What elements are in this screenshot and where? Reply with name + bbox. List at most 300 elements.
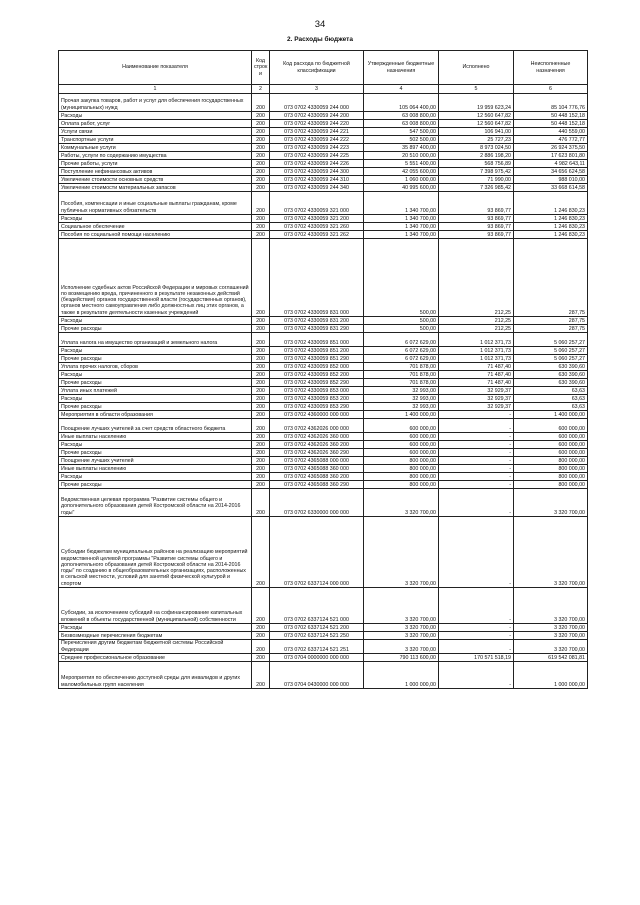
row-executed-cell: 25 727,23 — [439, 136, 514, 144]
row-line-code-cell: 200 — [252, 411, 270, 419]
column-number: 5 — [439, 85, 514, 94]
row-unexecuted-cell: 800 000,00 — [514, 481, 588, 489]
row-name-cell: Субсидии бюджетам муниципальных районов на реализацию мероприятий ведомственной целевой программы "Развитие системы общего и дополнительного образования детей Костромской области на 2014-2016 годы" по созданию в общеобразовательных организациях, расположенных в сельской местности, условий для занятий физической культурой и спортом — [59, 517, 252, 588]
row-unexecuted-cell: 287,75 — [514, 325, 588, 333]
table-row — [59, 441, 588, 449]
row-name-cell: Уплата налога на имущество организаций и земельного налога — [59, 333, 252, 347]
row-executed-cell: 93 869,77 — [439, 215, 514, 223]
row-executed-cell: - — [439, 411, 514, 419]
row-line-code-cell: 200 — [252, 481, 270, 489]
row-unexecuted-cell: 1 246 830,23 — [514, 223, 588, 231]
row-unexecuted-cell: 5 060 257,27 — [514, 355, 588, 363]
row-budget-code-cell: 073 0702 4330059 244 222 — [270, 136, 364, 144]
row-budget-code-cell: 073 0702 4330059 244 300 — [270, 168, 364, 176]
row-line-code-cell: 200 — [252, 215, 270, 223]
row-approved-cell: 5 551 400,00 — [364, 160, 439, 168]
row-approved-cell: 3 320 700,00 — [364, 624, 439, 632]
row-unexecuted-cell: 600 000,00 — [514, 433, 588, 441]
table-row — [59, 449, 588, 457]
row-line-code-cell: 200 — [252, 152, 270, 160]
row-name-cell: Иные выплаты населению — [59, 433, 252, 441]
row-budget-code-cell: 073 0702 4330059 244 200 — [270, 112, 364, 120]
row-budget-code-cell: 073 0702 4330059 851 200 — [270, 347, 364, 355]
row-budget-code-cell: 073 0702 4330059 853 200 — [270, 395, 364, 403]
row-name-cell: Уплата прочих налогов, сборов — [59, 363, 252, 371]
row-unexecuted-cell: 800 000,00 — [514, 457, 588, 465]
row-name-cell: Исполнение судебных актов Российской Федерации и мировых соглашений по возмещению вреда, причиненного в результате незаконных действий (бездействия) органов государственной власти (государственных органов), органов местного самоуправления либо должностных лиц этих органов, а также в результате деятельности казенных учреждений — [59, 239, 252, 317]
row-budget-code-cell: 073 0704 0000000 000 000 — [270, 654, 364, 662]
row-executed-cell: 568 756,89 — [439, 160, 514, 168]
row-approved-cell: 1 000 000,00 — [364, 662, 439, 689]
row-budget-code-cell: 073 0702 4365088 360 290 — [270, 481, 364, 489]
table-row — [59, 588, 588, 624]
table-row — [59, 347, 588, 355]
table-row — [59, 231, 588, 239]
row-approved-cell: 3 320 700,00 — [364, 632, 439, 640]
column-header-name: Наименование показателя — [59, 51, 252, 85]
table-row — [59, 333, 588, 347]
row-name-cell: Перечисления другим бюджетам бюджетной системы Российской Федерации — [59, 640, 252, 654]
row-name-cell: Прочие расходы — [59, 325, 252, 333]
row-budget-code-cell: 073 0702 4330059 831 290 — [270, 325, 364, 333]
row-budget-code-cell: 073 0702 6330000 000 000 — [270, 489, 364, 517]
row-executed-cell: 7 326 985,42 — [439, 184, 514, 192]
row-approved-cell: 6 072 629,00 — [364, 355, 439, 363]
row-executed-cell: 1 012 371,73 — [439, 333, 514, 347]
column-number: 4 — [364, 85, 439, 94]
row-budget-code-cell: 073 0702 4362026 360 000 — [270, 433, 364, 441]
row-unexecuted-cell: 3 320 700,00 — [514, 517, 588, 588]
row-name-cell: Ведомственная целевая программа "Развитие системы общего и дополнительного образования детей Костромской области на 2014-2016 годы" — [59, 489, 252, 517]
row-approved-cell: 701 878,00 — [364, 379, 439, 387]
row-executed-cell: 71 487,40 — [439, 363, 514, 371]
row-budget-code-cell: 073 0702 4360000 000 000 — [270, 411, 364, 419]
row-name-cell: Прочие расходы — [59, 355, 252, 363]
row-executed-cell: - — [439, 481, 514, 489]
row-line-code-cell: 200 — [252, 239, 270, 317]
row-line-code-cell: 200 — [252, 654, 270, 662]
row-line-code-cell: 200 — [252, 144, 270, 152]
table-row — [59, 355, 588, 363]
row-line-code-cell: 200 — [252, 403, 270, 411]
row-line-code-cell: 200 — [252, 347, 270, 355]
row-approved-cell: 547 500,00 — [364, 128, 439, 136]
row-unexecuted-cell: 63,63 — [514, 403, 588, 411]
row-name-cell: Пособия, компенсации и иные социальные выплаты гражданам, кроме публичных нормативных обязательств — [59, 192, 252, 215]
row-name-cell: Увеличение стоимости материальных запасов — [59, 184, 252, 192]
row-approved-cell: 42 055 600,00 — [364, 168, 439, 176]
row-line-code-cell: 200 — [252, 419, 270, 433]
row-line-code-cell: 200 — [252, 449, 270, 457]
row-name-cell: Поощрение лучших учителей за счет средств областного бюджета — [59, 419, 252, 433]
row-executed-cell: - — [439, 457, 514, 465]
section-title: 2. Расходы бюджета — [287, 36, 353, 43]
row-unexecuted-cell: 3 320 700,00 — [514, 588, 588, 624]
row-name-cell: Расходы — [59, 395, 252, 403]
row-budget-code-cell: 073 0702 4330059 851 290 — [270, 355, 364, 363]
row-name-cell: Мероприятия в области образования — [59, 411, 252, 419]
table-row — [59, 465, 588, 473]
row-executed-cell: 212,25 — [439, 239, 514, 317]
table-row — [59, 640, 588, 654]
table-row — [59, 632, 588, 640]
row-name-cell: Транспортные услуги — [59, 136, 252, 144]
row-unexecuted-cell: 287,75 — [514, 239, 588, 317]
row-executed-cell: - — [439, 662, 514, 689]
row-approved-cell: 1 400 000,00 — [364, 411, 439, 419]
row-budget-code-cell: 073 0702 4330059 244 225 — [270, 152, 364, 160]
table-row — [59, 239, 588, 317]
row-line-code-cell: 200 — [252, 325, 270, 333]
row-budget-code-cell: 073 0702 6337124 521 000 — [270, 588, 364, 624]
column-number: 6 — [514, 85, 588, 94]
row-unexecuted-cell: 3 320 700,00 — [514, 632, 588, 640]
row-unexecuted-cell: 1 246 830,23 — [514, 231, 588, 239]
table-row — [59, 136, 588, 144]
page-number: 34 — [314, 19, 326, 30]
row-budget-code-cell: 073 0702 4330059 321 262 — [270, 231, 364, 239]
row-executed-cell: 106 941,00 — [439, 128, 514, 136]
row-name-cell: Уплата иных платежей — [59, 387, 252, 395]
column-header-approved: Утвержденные бюджетные назначения — [364, 51, 439, 85]
row-line-code-cell: 200 — [252, 333, 270, 347]
row-line-code-cell: 200 — [252, 473, 270, 481]
row-unexecuted-cell: 800 000,00 — [514, 473, 588, 481]
row-executed-cell: 93 869,77 — [439, 192, 514, 215]
row-name-cell: Прочие расходы — [59, 403, 252, 411]
table-row — [59, 192, 588, 215]
row-line-code-cell: 200 — [252, 441, 270, 449]
row-unexecuted-cell: 3 320 700,00 — [514, 640, 588, 654]
row-name-cell: Социальное обеспечение — [59, 223, 252, 231]
row-budget-code-cell: 073 0702 4365088 360 000 — [270, 465, 364, 473]
row-executed-cell: - — [439, 489, 514, 517]
row-unexecuted-cell: 630 390,60 — [514, 363, 588, 371]
row-budget-code-cell: 073 0702 4330059 244 223 — [270, 144, 364, 152]
row-approved-cell: 800 000,00 — [364, 465, 439, 473]
column-number: 1 — [59, 85, 252, 94]
row-unexecuted-cell: 3 320 700,00 — [514, 624, 588, 632]
table-row — [59, 517, 588, 588]
row-approved-cell: 6 072 629,00 — [364, 347, 439, 355]
row-approved-cell: 600 000,00 — [364, 441, 439, 449]
row-budget-code-cell: 073 0702 4330059 853 290 — [270, 403, 364, 411]
row-line-code-cell: 200 — [252, 136, 270, 144]
row-approved-cell: 1 340 700,00 — [364, 231, 439, 239]
row-unexecuted-cell: 5 060 257,27 — [514, 333, 588, 347]
row-executed-cell: - — [439, 588, 514, 624]
row-name-cell: Расходы — [59, 347, 252, 355]
row-line-code-cell: 200 — [252, 128, 270, 136]
row-executed-cell: - — [439, 433, 514, 441]
row-executed-cell: - — [439, 632, 514, 640]
row-executed-cell: - — [439, 473, 514, 481]
row-executed-cell: 93 869,77 — [439, 231, 514, 239]
row-approved-cell: 63 008 800,00 — [364, 120, 439, 128]
row-line-code-cell: 200 — [252, 94, 270, 112]
table-row — [59, 662, 588, 689]
row-executed-cell: - — [439, 449, 514, 457]
row-line-code-cell: 200 — [252, 640, 270, 654]
table-row — [59, 215, 588, 223]
row-executed-cell: 93 869,77 — [439, 223, 514, 231]
row-executed-cell: 19 959 623,24 — [439, 94, 514, 112]
row-executed-cell: - — [439, 419, 514, 433]
row-name-cell: Пособия по социальной помощи населению — [59, 231, 252, 239]
row-unexecuted-cell: 33 668 614,58 — [514, 184, 588, 192]
table-row — [59, 387, 588, 395]
table-row — [59, 473, 588, 481]
table-row — [59, 411, 588, 419]
row-unexecuted-cell: 63,63 — [514, 395, 588, 403]
row-budget-code-cell: 073 0702 4330059 244 000 — [270, 94, 364, 112]
row-name-cell: Расходы — [59, 371, 252, 379]
column-number: 2 — [252, 85, 270, 94]
row-name-cell: Прочие расходы — [59, 379, 252, 387]
row-unexecuted-cell: 50 448 152,18 — [514, 120, 588, 128]
row-approved-cell: 701 878,00 — [364, 371, 439, 379]
row-line-code-cell: 200 — [252, 632, 270, 640]
row-budget-code-cell: 073 0702 4330059 831 200 — [270, 317, 364, 325]
row-executed-cell: - — [439, 465, 514, 473]
row-name-cell: Среднее профессиональное образование — [59, 654, 252, 662]
row-executed-cell: - — [439, 624, 514, 632]
row-executed-cell: 71 487,40 — [439, 379, 514, 387]
row-line-code-cell: 200 — [252, 120, 270, 128]
table-row — [59, 184, 588, 192]
row-budget-code-cell: 073 0702 6337124 521 251 — [270, 640, 364, 654]
row-approved-cell: 105 064 400,00 — [364, 94, 439, 112]
row-approved-cell: 3 320 700,00 — [364, 489, 439, 517]
row-executed-cell: 212,25 — [439, 325, 514, 333]
table-row — [59, 489, 588, 517]
row-line-code-cell: 200 — [252, 223, 270, 231]
row-unexecuted-cell: 1 400 000,00 — [514, 411, 588, 419]
row-name-cell: Расходы — [59, 473, 252, 481]
row-name-cell: Коммунальные услуги — [59, 144, 252, 152]
row-executed-cell: 8 973 024,50 — [439, 144, 514, 152]
row-approved-cell: 40 995 600,00 — [364, 184, 439, 192]
row-line-code-cell: 200 — [252, 160, 270, 168]
table-row — [59, 144, 588, 152]
row-budget-code-cell: 073 0702 4330059 852 290 — [270, 379, 364, 387]
row-unexecuted-cell: 85 104 776,76 — [514, 94, 588, 112]
row-budget-code-cell: 073 0704 0430000 000 000 — [270, 662, 364, 689]
row-executed-cell: 212,25 — [439, 317, 514, 325]
row-executed-cell: 7 398 975,42 — [439, 168, 514, 176]
row-name-cell: Прочая закупка товаров, работ и услуг для обеспечения государственных (муниципальных) нужд — [59, 94, 252, 112]
row-name-cell: Расходы — [59, 215, 252, 223]
row-budget-code-cell: 073 0702 4330059 853 000 — [270, 387, 364, 395]
row-line-code-cell: 200 — [252, 176, 270, 184]
row-approved-cell: 63 008 800,00 — [364, 112, 439, 120]
row-approved-cell: 32 993,00 — [364, 403, 439, 411]
table-body — [59, 94, 588, 689]
table-row — [59, 176, 588, 184]
row-line-code-cell: 200 — [252, 517, 270, 588]
row-executed-cell: - — [439, 517, 514, 588]
row-executed-cell: 71 487,40 — [439, 371, 514, 379]
row-approved-cell: 3 320 700,00 — [364, 517, 439, 588]
row-approved-cell: 800 000,00 — [364, 457, 439, 465]
row-budget-code-cell: 073 0702 4330059 244 226 — [270, 160, 364, 168]
row-line-code-cell: 200 — [252, 387, 270, 395]
row-executed-cell: - — [439, 441, 514, 449]
row-approved-cell: 20 510 000,00 — [364, 152, 439, 160]
row-approved-cell: 1 340 700,00 — [364, 192, 439, 215]
row-line-code-cell: 200 — [252, 355, 270, 363]
row-approved-cell: 701 878,00 — [364, 363, 439, 371]
row-name-cell: Поощрение лучших учителей — [59, 457, 252, 465]
row-unexecuted-cell: 630 390,60 — [514, 379, 588, 387]
row-executed-cell: 2 886 198,20 — [439, 152, 514, 160]
table-row — [59, 481, 588, 489]
table-row — [59, 94, 588, 112]
row-executed-cell: 12 560 647,82 — [439, 112, 514, 120]
row-budget-code-cell: 073 0702 6337124 521 250 — [270, 632, 364, 640]
row-budget-code-cell: 073 0702 4365088 000 000 — [270, 457, 364, 465]
row-name-cell: Иные выплаты населению — [59, 465, 252, 473]
row-line-code-cell: 200 — [252, 379, 270, 387]
row-line-code-cell: 200 — [252, 112, 270, 120]
row-approved-cell: 3 320 700,00 — [364, 588, 439, 624]
row-unexecuted-cell: 1 246 830,23 — [514, 215, 588, 223]
row-executed-cell: 32 929,37 — [439, 387, 514, 395]
row-line-code-cell: 200 — [252, 588, 270, 624]
row-name-cell: Безвозмездные перечисления бюджетам — [59, 632, 252, 640]
row-executed-cell: 12 560 647,82 — [439, 120, 514, 128]
row-executed-cell: 71 990,00 — [439, 176, 514, 184]
table-row — [59, 363, 588, 371]
row-unexecuted-cell: 988 010,00 — [514, 176, 588, 184]
row-unexecuted-cell: 630 390,60 — [514, 371, 588, 379]
row-unexecuted-cell: 287,75 — [514, 317, 588, 325]
row-approved-cell: 800 000,00 — [364, 473, 439, 481]
row-unexecuted-cell: 800 000,00 — [514, 465, 588, 473]
row-budget-code-cell: 073 0702 4330059 852 000 — [270, 363, 364, 371]
row-approved-cell: 600 000,00 — [364, 419, 439, 433]
row-budget-code-cell: 073 0702 4330059 851 000 — [270, 333, 364, 347]
row-line-code-cell: 200 — [252, 395, 270, 403]
row-budget-code-cell: 073 0702 6337124 000 000 — [270, 517, 364, 588]
row-unexecuted-cell: 600 000,00 — [514, 441, 588, 449]
table-row — [59, 457, 588, 465]
row-executed-cell: 32 929,37 — [439, 403, 514, 411]
row-budget-code-cell: 073 0702 4365088 360 200 — [270, 473, 364, 481]
table-row — [59, 654, 588, 662]
budget-expenses-table — [58, 50, 588, 689]
column-header-executed: Исполнено — [439, 51, 514, 85]
table-row — [59, 223, 588, 231]
row-name-cell: Мероприятия по обеспечению доступной среды для инвалидов и других маломобильных групп населения — [59, 662, 252, 689]
row-line-code-cell: 200 — [252, 624, 270, 632]
row-unexecuted-cell: 600 000,00 — [514, 419, 588, 433]
table-row — [59, 624, 588, 632]
row-name-cell: Увеличение стоимости основных средств — [59, 176, 252, 184]
row-executed-cell: 170 571 518,19 — [439, 654, 514, 662]
row-approved-cell: 800 000,00 — [364, 481, 439, 489]
row-approved-cell: 600 000,00 — [364, 449, 439, 457]
row-line-code-cell: 200 — [252, 168, 270, 176]
row-line-code-cell: 200 — [252, 184, 270, 192]
table-row — [59, 419, 588, 433]
row-name-cell: Расходы — [59, 624, 252, 632]
row-budget-code-cell: 073 0702 4330059 321 200 — [270, 215, 364, 223]
row-approved-cell: 500,00 — [364, 317, 439, 325]
row-executed-cell: 32 929,37 — [439, 395, 514, 403]
row-executed-cell: - — [439, 640, 514, 654]
row-budget-code-cell: 073 0702 4330059 244 310 — [270, 176, 364, 184]
row-approved-cell: 500,00 — [364, 325, 439, 333]
table-row — [59, 403, 588, 411]
row-line-code-cell: 200 — [252, 371, 270, 379]
row-unexecuted-cell: 17 623 801,80 — [514, 152, 588, 160]
row-name-cell: Расходы — [59, 441, 252, 449]
row-approved-cell: 32 993,00 — [364, 395, 439, 403]
row-unexecuted-cell: 4 982 643,11 — [514, 160, 588, 168]
table-row — [59, 371, 588, 379]
row-unexecuted-cell: 1 000 000,00 — [514, 662, 588, 689]
row-name-cell: Поступление нефинансовых активов — [59, 168, 252, 176]
row-name-cell: Прочие работы, услуги — [59, 160, 252, 168]
column-header-unexecuted: Неисполненные назначения — [514, 51, 588, 85]
table-row — [59, 152, 588, 160]
row-approved-cell: 6 072 629,00 — [364, 333, 439, 347]
row-line-code-cell: 200 — [252, 489, 270, 517]
row-name-cell: Субсидии, за исключением субсидий на софинансирование капитальных вложений в объекты государственной (муниципальной) собственности — [59, 588, 252, 624]
row-approved-cell: 32 993,00 — [364, 387, 439, 395]
row-unexecuted-cell: 1 246 830,23 — [514, 192, 588, 215]
table-row — [59, 112, 588, 120]
row-budget-code-cell: 073 0702 4330059 852 200 — [270, 371, 364, 379]
column-header-line-code: Код строк и — [252, 51, 270, 85]
row-unexecuted-cell: 476 772,77 — [514, 136, 588, 144]
row-unexecuted-cell: 3 320 700,00 — [514, 489, 588, 517]
row-budget-code-cell: 073 0702 4330059 831 000 — [270, 239, 364, 317]
row-unexecuted-cell: 63,63 — [514, 387, 588, 395]
table-row — [59, 325, 588, 333]
table-row — [59, 120, 588, 128]
row-approved-cell: 790 113 600,00 — [364, 654, 439, 662]
row-name-cell: Расходы — [59, 317, 252, 325]
row-budget-code-cell: 073 0702 6337124 521 200 — [270, 624, 364, 632]
row-line-code-cell: 200 — [252, 363, 270, 371]
table-row — [59, 395, 588, 403]
row-line-code-cell: 200 — [252, 433, 270, 441]
table-row — [59, 379, 588, 387]
row-unexecuted-cell: 600 000,00 — [514, 449, 588, 457]
row-name-cell: Услуги связи — [59, 128, 252, 136]
row-name-cell: Прочие расходы — [59, 449, 252, 457]
row-budget-code-cell: 073 0702 4362026 360 290 — [270, 449, 364, 457]
row-unexecuted-cell: 619 542 081,81 — [514, 654, 588, 662]
row-executed-cell: 1 012 371,73 — [439, 347, 514, 355]
table-row — [59, 433, 588, 441]
table-row — [59, 160, 588, 168]
row-budget-code-cell: 073 0702 4330059 321 260 — [270, 223, 364, 231]
row-approved-cell: 500,00 — [364, 239, 439, 317]
row-budget-code-cell: 073 0702 4330059 321 000 — [270, 192, 364, 215]
table-row — [59, 128, 588, 136]
row-name-cell: Работы, услуги по содержанию имущества — [59, 152, 252, 160]
row-name-cell: Прочие расходы — [59, 481, 252, 489]
row-budget-code-cell: 073 0702 4362026 360 200 — [270, 441, 364, 449]
row-line-code-cell: 200 — [252, 192, 270, 215]
row-budget-code-cell: 073 0702 4330059 244 220 — [270, 120, 364, 128]
row-unexecuted-cell: 440 559,00 — [514, 128, 588, 136]
row-approved-cell: 1 060 000,00 — [364, 176, 439, 184]
row-unexecuted-cell: 50 448 152,18 — [514, 112, 588, 120]
